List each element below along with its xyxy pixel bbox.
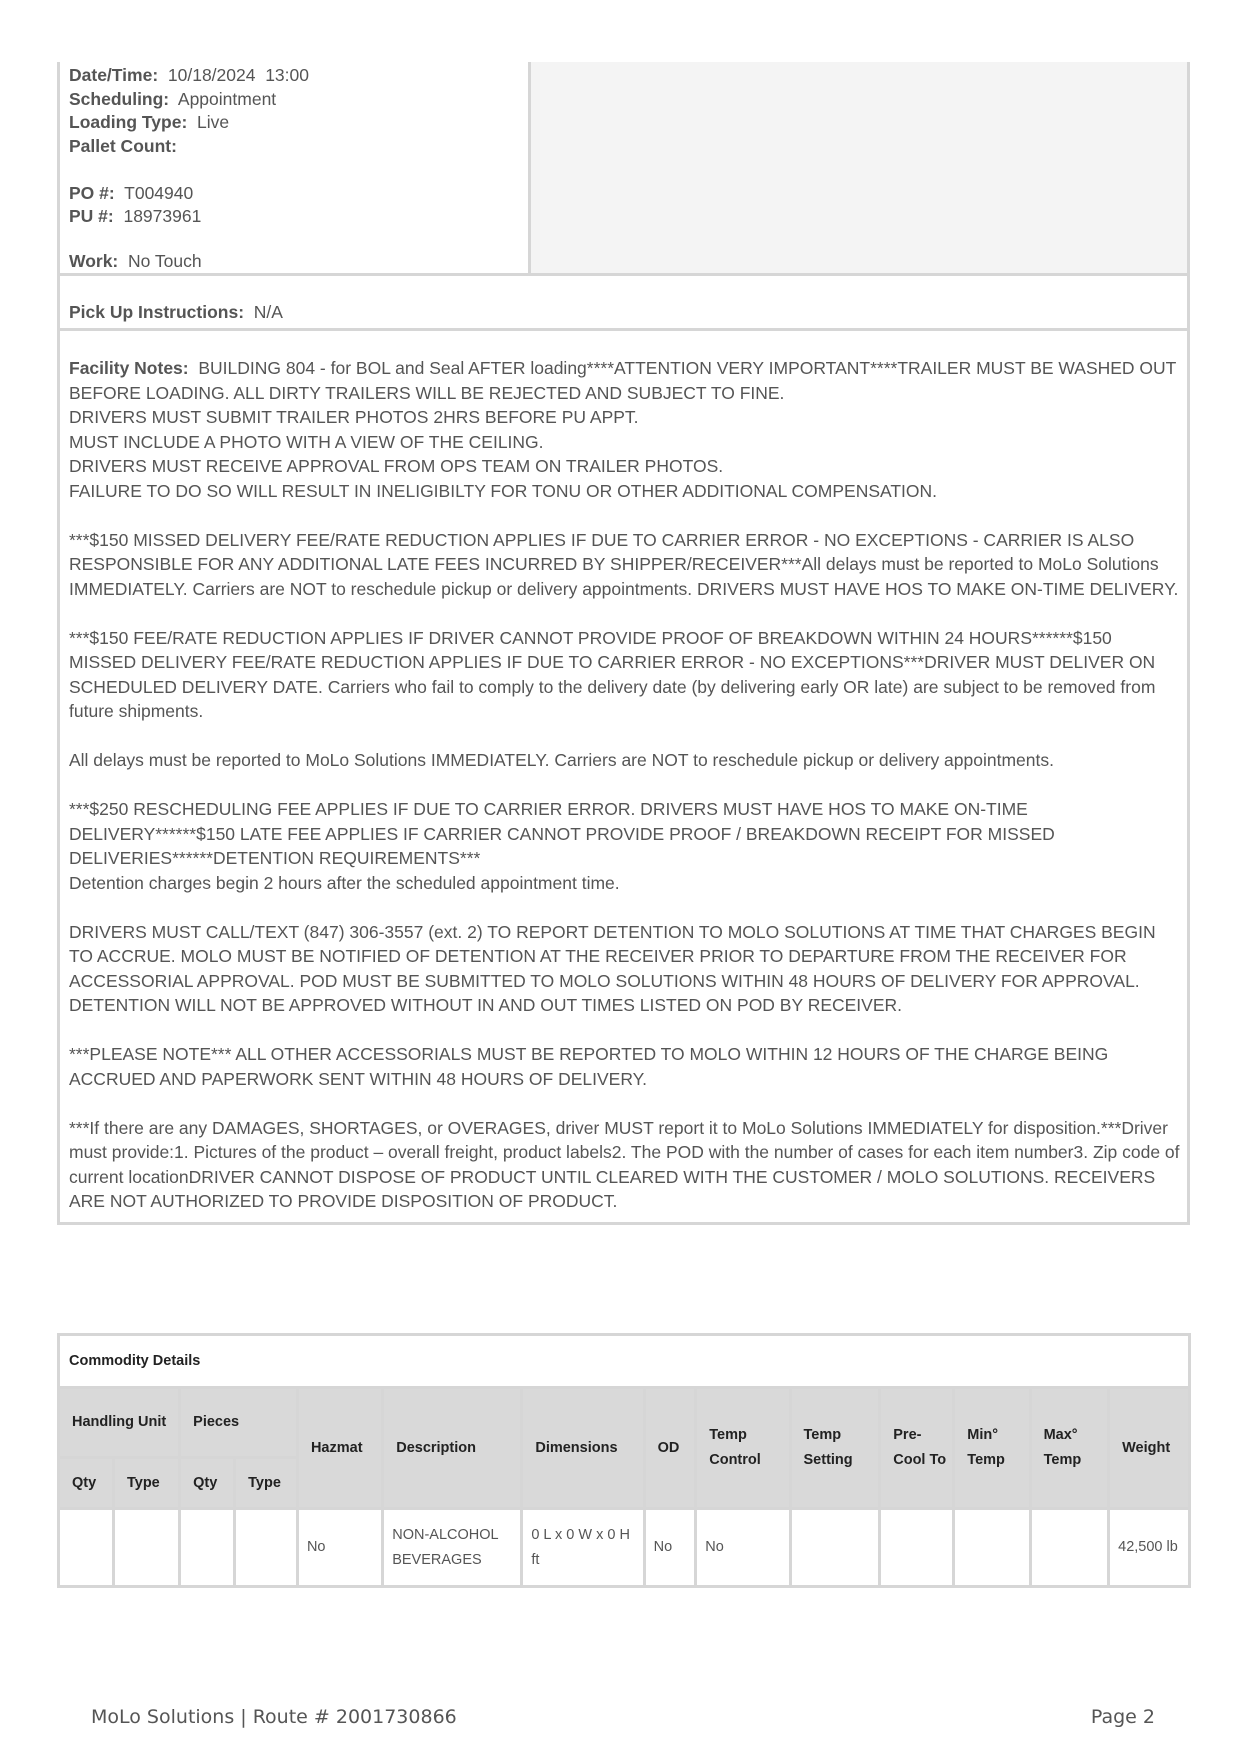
stop-info-panel [60,62,531,273]
max-temp-cell [1030,1509,1109,1587]
notes-paragraph: All delays must be reported to MoLo Solutions IMMEDIATELY. Carriers are NOT to reschedule pickup or delivery appointments. [69,750,1054,770]
max-temp-header: Max° Temp [1030,1388,1109,1509]
min-temp-cell [954,1509,1030,1587]
detention-line: Detention charges begin 2 hours after the scheduled appointment time. [69,872,620,893]
datetime-line: Date/Time: 10/18/2024 13:00 [69,65,309,85]
loading-type-value: Live [197,112,230,132]
temp-setting-cell [790,1509,880,1587]
commodity-table [57,1333,1191,1588]
po-value: T004940 [124,182,194,203]
od-header: OD [644,1388,696,1509]
footer-route: MoLo Solutions | Route # 2001730866 [91,1706,457,1728]
table-row [59,1509,1190,1587]
po-line: PO #: T004940 [69,182,194,203]
facility-notes [57,331,1190,1225]
spacer [69,158,528,182]
od-cell: No [644,1509,696,1587]
hu-qty-cell [59,1509,114,1587]
handling-unit-header: Handling Unit [59,1388,180,1458]
notes-paragraph: ***If there are any DAMAGES, SHORTAGES, or OVERAGES, driver MUST report it to MoLo Solutions IMMEDIATELY for disposition.***Driver must provide:1. Pictures of the product – overall freight, product labels2. The POD with the number of cases for each item number3. Zip code of current locationDRIVER CANNOT DISPOSE OF PRODUCT UNTIL CLEARED WITH THE CUSTOMER / MOLO SOLUTIONS. RECEIVERS ARE NOT AUTHORIZED TO PROVIDE DISPOSITION OF PRODUCT. [69,1117,1180,1211]
hazmat-cell: No [297,1509,382,1587]
weight-cell: 42,500 lb [1109,1509,1190,1587]
stop-info-row [57,62,1190,276]
min-temp-header: Min° Temp [954,1388,1030,1509]
dimensions-header: Dimensions [522,1388,644,1509]
temp-control-header: Temp Control [696,1388,790,1509]
pu-value: 18973961 [123,206,202,226]
hazmat-header: Hazmat [297,1388,382,1509]
pre-cool-cell [880,1509,954,1587]
spacer [69,229,528,253]
scheduling-value: Appointment [177,88,277,109]
work-value: No Touch [128,251,202,271]
hu-type-cell [113,1509,179,1587]
notes-paragraph: ***$250 RESCHEDULING FEE APPLIES IF DUE TO CARRIER ERROR. DRIVERS MUST HAVE HOS TO MAKE ON-TIME DELIVERY******$150 LATE FEE APPLIES IF CARRIER CANNOT PROVIDE PROOF / BREAKDOWN RECEIPT FOR MISSED DELIVERIES******DETENTION REQUIREMENTS*** Detention charges begin 2 hours after the scheduled appointment time. [69,799,1055,893]
pu-line: PU #: 18973961 [69,206,202,226]
commodity-title: Commodity Details [59,1335,1190,1388]
hu-type-header: Type [113,1458,179,1509]
loading-type-line: Loading Type: Live [69,112,230,132]
blank-panel [531,62,1187,273]
description-cell: NON-ALCOHOL BEVERAGES [383,1509,522,1587]
datetime-value: 10/18/2024 13:00 [167,65,309,85]
pre-cool-header: Pre-Cool To [880,1388,954,1509]
pc-type-header: Type [235,1458,298,1509]
pc-type-cell [235,1509,298,1587]
footer-page-number: Page 2 [1090,1706,1155,1728]
weight-header: Weight [1109,1388,1190,1509]
facility-notes-intro: Facility Notes: BUILDING 804 - for BOL and Seal AFTER loading****ATTENTION VERY IMPORTANT****TRAILER MUST BE WASHED OUT BEFORE LOADING. ALL DIRTY TRAILERS WILL BE REJECTED AND SUBJECT TO FINE. DRIVERS MUST SUBMIT TRAILER PHOTOS 2HRS BEFORE PU APPT. MUST INCLUDE A PHOTO WITH A VIEW OF THE CEILING. DRIVERS MUST RECEIVE APPROVAL FROM OPS TEAM ON TRAILER PHOTOS. FAILURE TO DO SO WILL RESULT IN INELIGIBILTY FOR TONU OR OTHER ADDITIONAL COMPENSATION. [69,358,1177,501]
pickup-instructions: Pick Up Instructions: N/A [57,276,1190,331]
pc-qty-cell [180,1509,235,1587]
work-line: Work: No Touch [69,251,202,271]
temp-control-cell: No [696,1509,790,1587]
temp-setting-header: Temp Setting [790,1388,880,1509]
pickup-instructions-value: N/A [253,302,283,322]
hu-qty-header: Qty [59,1458,114,1509]
scheduling-line: Scheduling: Appointment [69,88,277,109]
pallet-count-line: Pallet Count: [69,135,177,156]
pc-qty-header: Qty [180,1458,235,1509]
dimensions-cell: 0 L x 0 W x 0 H ft [522,1509,644,1587]
notes-paragraph: ***PLEASE NOTE*** ALL OTHER ACCESSORIALS MUST BE REPORTED TO MOLO WITHIN 12 HOURS OF THE CHARGE BEING ACCRUED AND PAPERWORK SENT WITHIN 48 HOURS OF DELIVERY. [69,1044,1109,1089]
pieces-header: Pieces [180,1388,298,1458]
notes-paragraph: DRIVERS MUST CALL/TEXT (847) 306-3557 (ext. 2) TO REPORT DETENTION TO MOLO SOLUTIONS AT TIME THAT CHARGES BEGIN TO ACCRUE. MOLO MUST BE NOTIFIED OF DETENTION AT THE RECEIVER PRIOR TO DEPARTURE FROM THE RECEIVER FOR ACCESSORIAL APPROVAL. POD MUST BE SUBMITTED TO MOLO SOLUTIONS WITHIN 48 HOURS OF DELIVERY FOR APPROVAL. DETENTION WILL NOT BE APPROVED WITHOUT IN AND OUT TIMES LISTED ON POD BY RECEIVER. [69,921,1156,1015]
notes-paragraph: ***$150 FEE/RATE REDUCTION APPLIES IF DRIVER CANNOT PROVIDE PROOF OF BREAKDOWN WITHIN 24 HOURS******$150 MISSED DELIVERY FEE/RATE REDUCTION APPLIES IF DUE TO CARRIER ERROR - NO EXCEPTIONS***DRIVER MUST DELIVER ON SCHEDULED DELIVERY DATE. Carriers who fail to comply to the delivery date (by delivering early OR late) are subject to be removed from future shipments. [69,627,1156,721]
notes-paragraph: ***$150 MISSED DELIVERY FEE/RATE REDUCTION APPLIES IF DUE TO CARRIER ERROR - NO EXCEPTIONS - CARRIER IS ALSO RESPONSIBLE FOR ANY ADDITIONAL LATE FEES INCURRED BY SHIPPER/RECEIVER***All delays must be reported to MoLo Solutions IMMEDIATELY. Carriers are NOT to reschedule pickup or delivery appointments. DRIVERS MUST HAVE HOS TO MAKE ON-TIME DELIVERY. [69,529,1179,599]
stop-details-sheet [57,62,1190,1225]
description-header: Description [383,1388,522,1509]
